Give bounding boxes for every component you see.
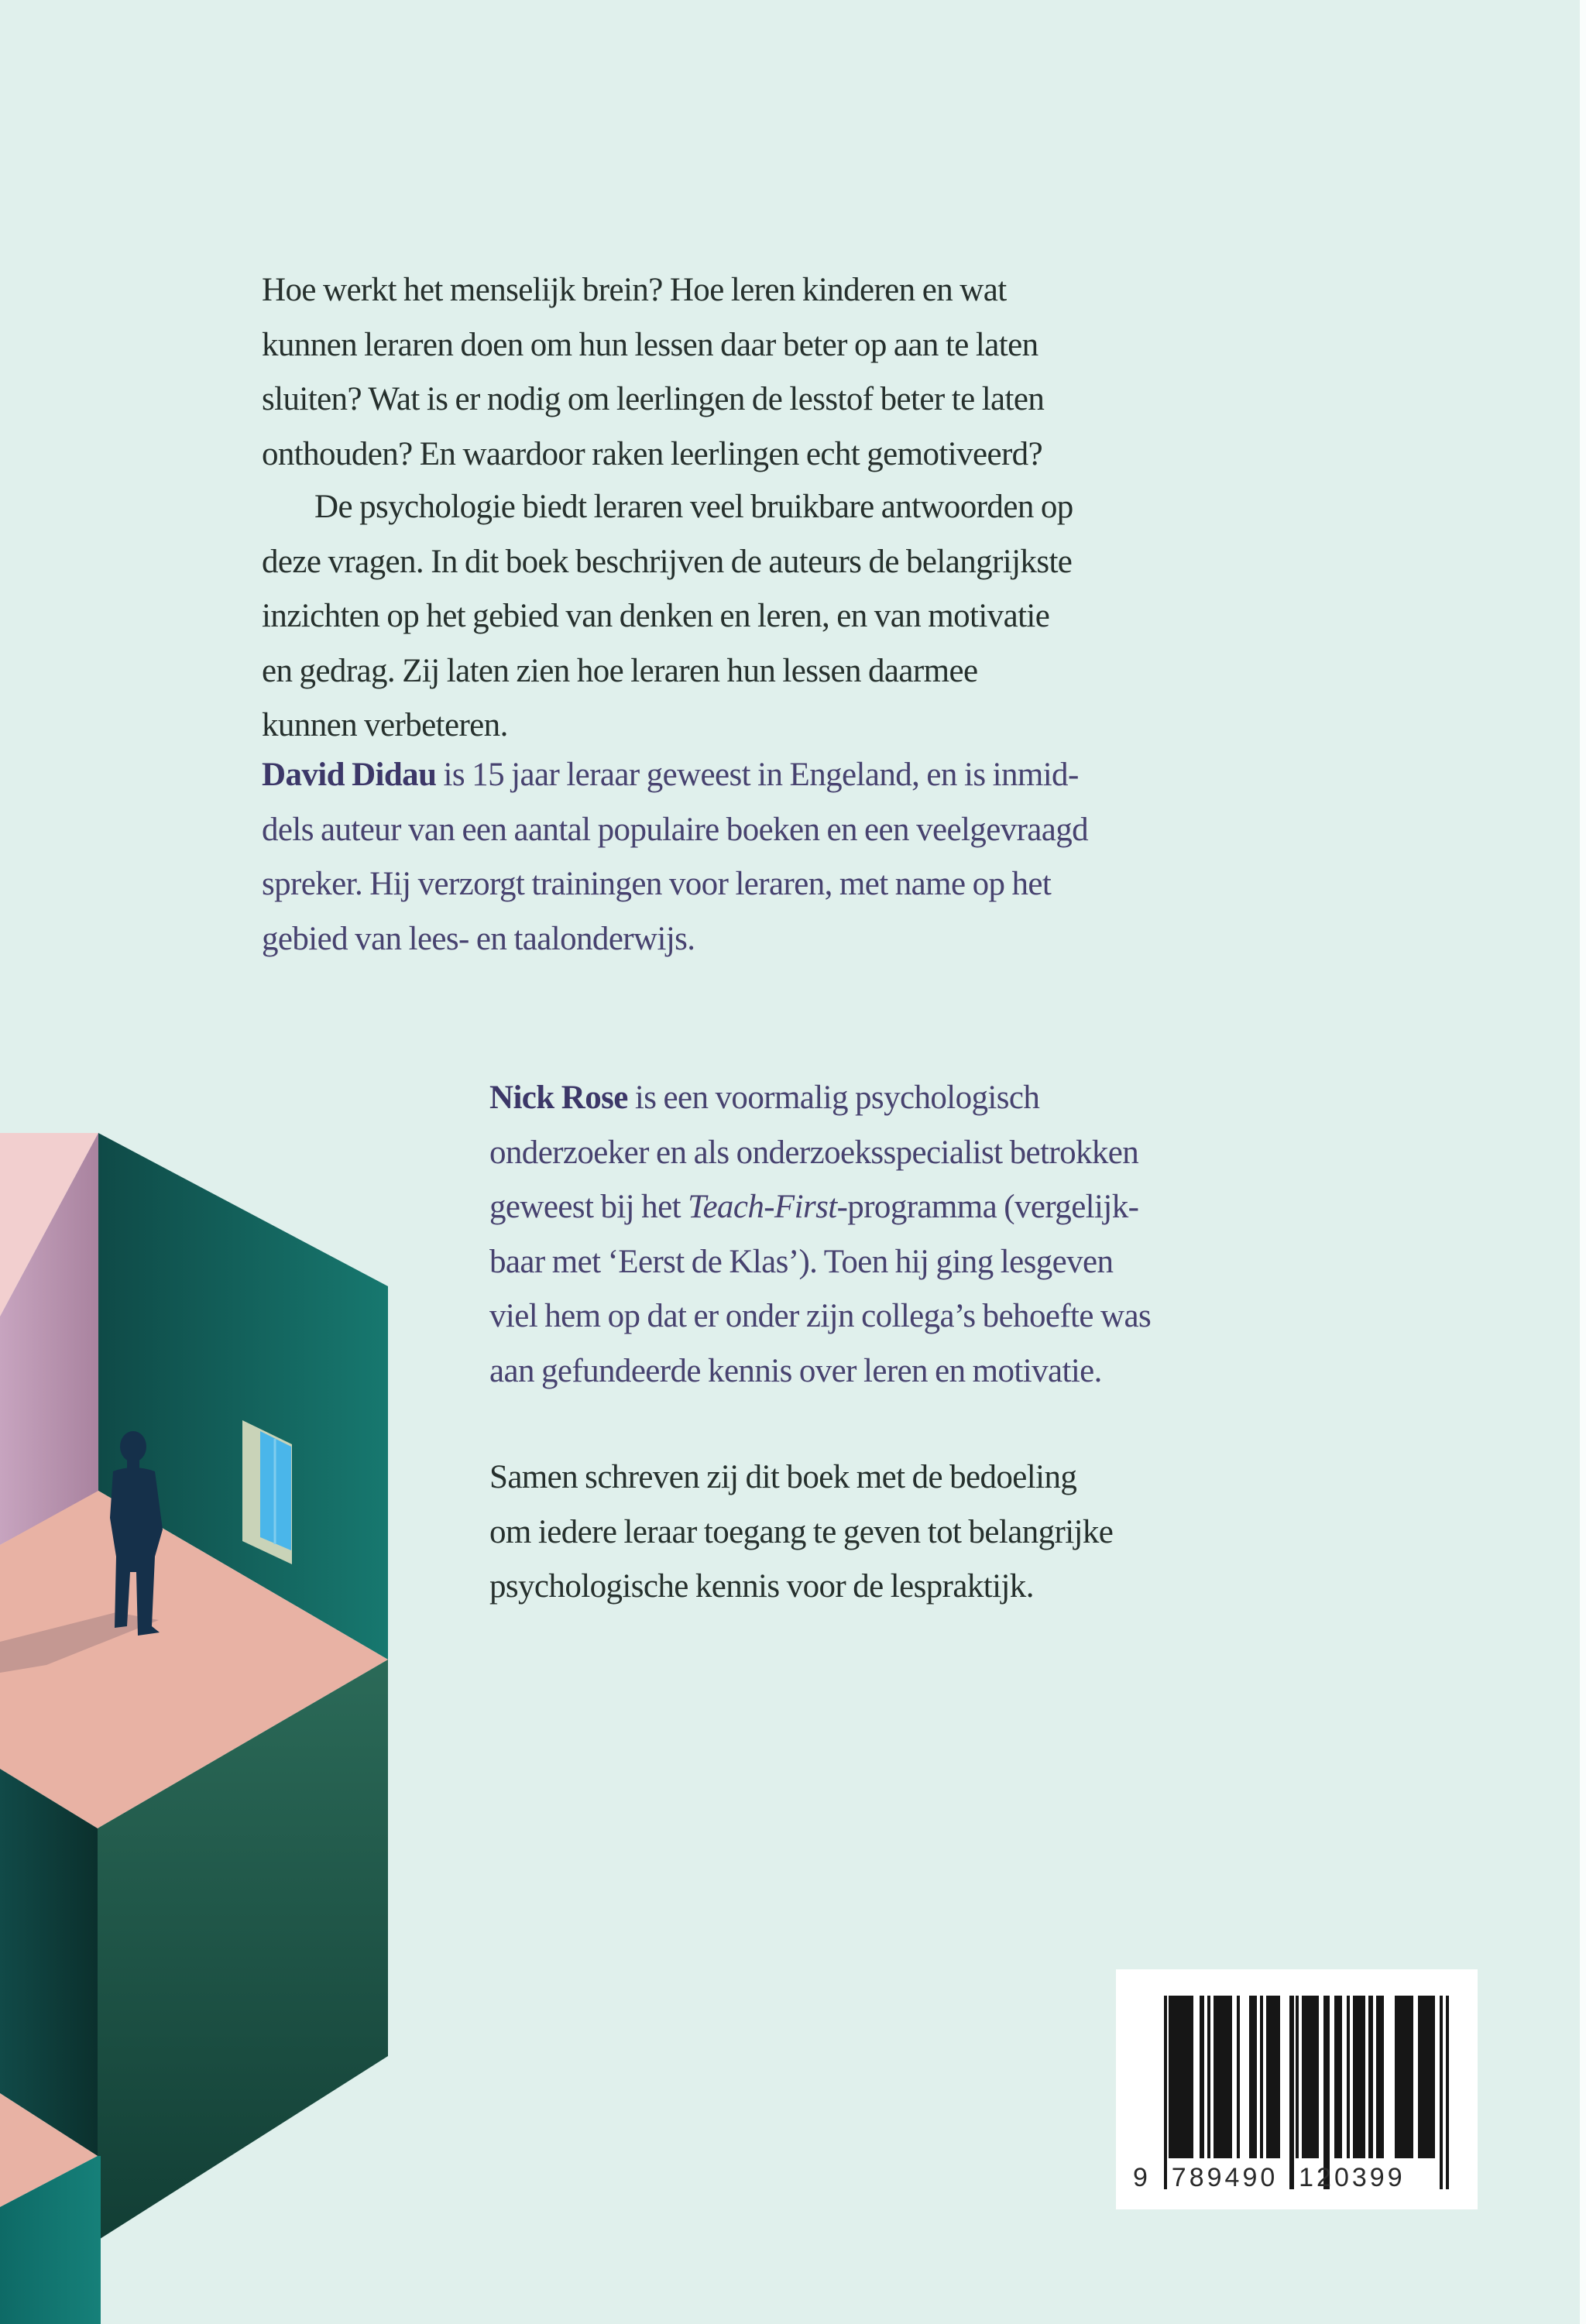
window-icon bbox=[242, 1420, 292, 1564]
closing-line: om iedere leraar toegang te geven tot belangrijke bbox=[489, 1513, 1114, 1550]
summary-line: kunnen verbeteren. bbox=[262, 707, 508, 743]
isbn-number: 9 789490 120399 bbox=[1133, 2163, 1406, 2192]
author-bio-line: gebied van lees- en taalonderwijs. bbox=[262, 920, 695, 957]
intro-line: sluiten? Wat is er nodig om leerlingen de lesstof beter te laten bbox=[262, 381, 1045, 417]
author-bio-line: dels auteur van een aantal populaire boeken en een veelgevraagd bbox=[262, 811, 1089, 848]
summary-line: en gedrag. Zij laten zien hoe leraren hun lessen daarmee bbox=[262, 652, 978, 689]
page-edge bbox=[1580, 0, 1586, 2324]
closing-line: Samen schreven zij dit boek met de bedoeling bbox=[489, 1459, 1077, 1495]
author-bio-line: baar met ‘Eerst de Klas’). Toen hij ging lesgeven bbox=[489, 1243, 1114, 1280]
summary-line: De psychologie biedt leraren veel bruikbare antwoorden op bbox=[314, 489, 1073, 525]
author-bio-line: spreker. Hij verzorgt trainingen voor leraren, met name op het bbox=[262, 866, 1052, 902]
author-bio-line: aan gefundeerde kennis over leren en motivatie. bbox=[489, 1352, 1102, 1389]
summary-line: deze vragen. In dit boek beschrijven de auteurs de belangrijkste bbox=[262, 543, 1073, 580]
author-bio-nick-rose bbox=[489, 1071, 1151, 1399]
author-bio-line bbox=[489, 1071, 1151, 1126]
summary-line: inzichten op het gebied van denken en leren, en van motivatie bbox=[262, 598, 1050, 634]
author-bio-text: -programma (vergelijk- bbox=[836, 1189, 1139, 1225]
intro-line: kunnen leraren doen om hun lessen daar beter op aan te laten bbox=[262, 326, 1038, 363]
isbn-barcode bbox=[1116, 1969, 1478, 2209]
author-bio-text: is een voormalig psychologisch bbox=[627, 1080, 1040, 1116]
author-name: David Didau bbox=[262, 757, 437, 793]
closing-line: psychologische kennis voor de lespraktijk. bbox=[489, 1568, 1034, 1605]
program-name: Teach-First bbox=[688, 1189, 837, 1225]
isometric-room-illustration bbox=[0, 1069, 434, 2324]
author-bio-line bbox=[262, 748, 1088, 803]
dark-block-face bbox=[0, 1769, 98, 2156]
barcode-icon bbox=[1162, 1996, 1450, 2189]
author-bio-line bbox=[489, 1180, 1151, 1235]
author-name: Nick Rose bbox=[489, 1080, 628, 1116]
summary-paragraph bbox=[262, 480, 1073, 753]
intro-paragraph bbox=[262, 263, 1044, 482]
author-bio-david-didau bbox=[262, 748, 1088, 966]
closing-paragraph bbox=[489, 1450, 1113, 1615]
author-bio-line: viel hem op dat er onder zijn collega’s behoefte was bbox=[489, 1298, 1152, 1334]
intro-line: onthouden? En waardoor raken leerlingen echt gemotiveerd? bbox=[262, 435, 1043, 472]
intro-line: Hoe werkt het menselijk brein? Hoe leren kinderen en wat bbox=[262, 272, 1007, 308]
author-bio-text: is 15 jaar leraar geweest in Engeland, en is inmid- bbox=[436, 757, 1079, 793]
author-bio-text: geweest bij het bbox=[489, 1189, 688, 1225]
author-bio-line: onderzoeker en als onderzoeksspecialist betrokken bbox=[489, 1134, 1139, 1171]
